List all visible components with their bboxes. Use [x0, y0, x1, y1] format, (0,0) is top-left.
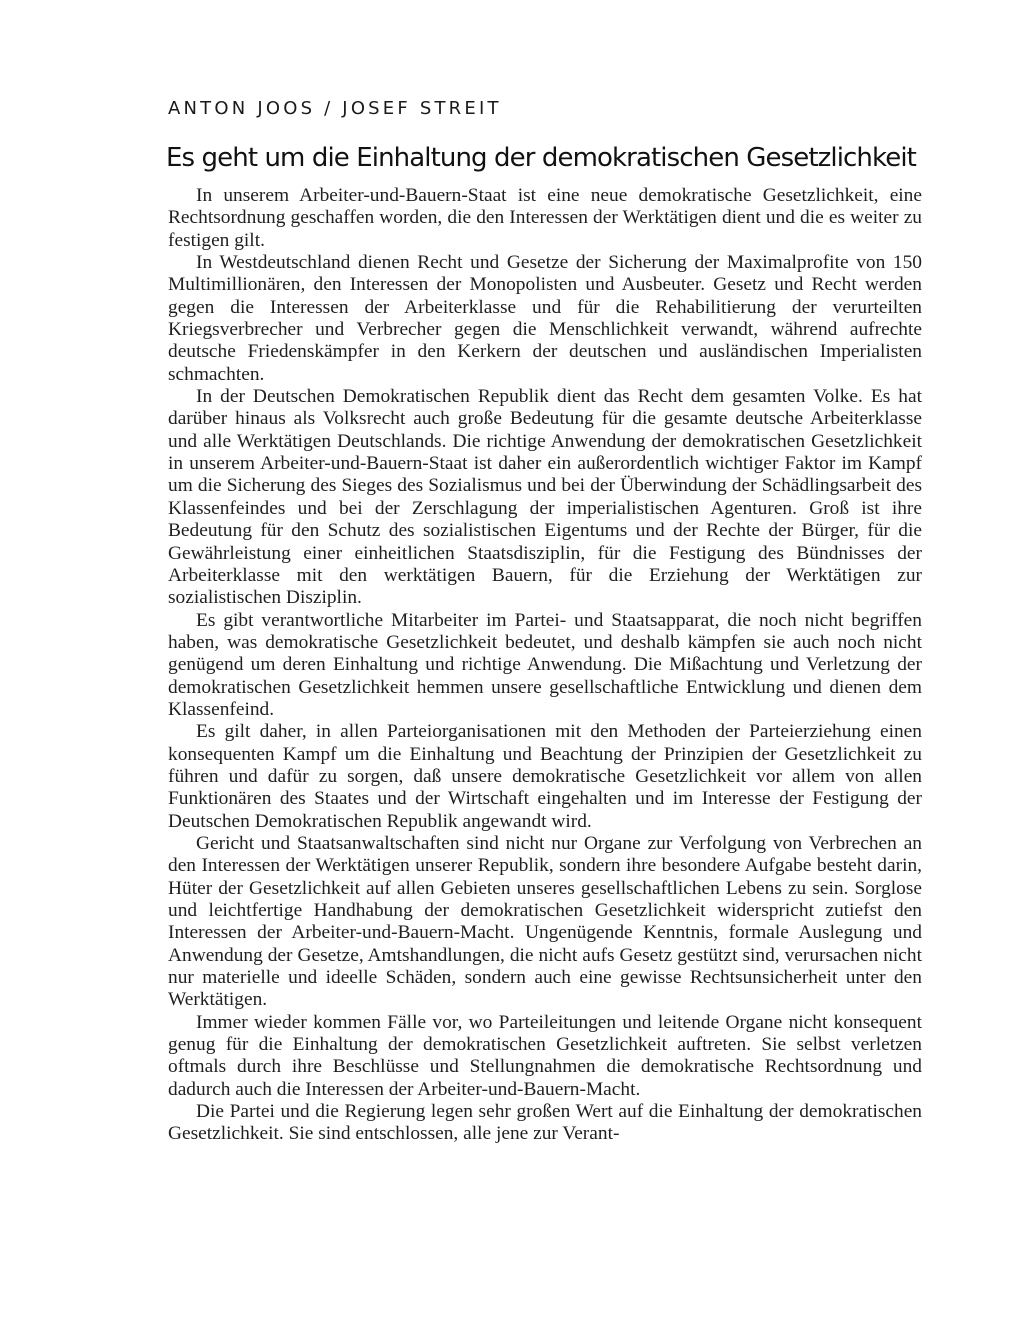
paragraph-7: Immer wieder kommen Fälle vor, wo Parteileitungen und leitende Organe nicht konsequent genug für die Einhaltung der demokratischen Gesetzlichkeit auftreten. Sie selbst verletzen oftmals durch ihre Beschlüsse und Stellungnahmen die demokratische Rechtsordnung und dadurch auch die Interessen der Arbeiter-und-Bauern-Macht.: [168, 1011, 922, 1100]
article-authors: ANTON JOOS / JOSEF STREIT: [168, 98, 502, 119]
paragraph-8: Die Partei und die Regierung legen sehr großen Wert auf die Einhaltung der demokratischen Gesetzlichkeit. Sie sind entschlossen, alle jene zur Verant-: [168, 1101, 922, 1145]
paragraph-3: In der Deutschen Demokratischen Republik dient das Recht dem gesamten Volke. Es hat darüber hinaus als Volksrecht auch große Bedeutung für die gesamte deutsche Arbeiterklasse und alle Werktätigen Deutschlands. Die richtige Anwendung der demokratischen Gesetzlichkeit in unserem Arbeiter-und-Bauern-Staat ist daher ein außerordentlich wichtiger Faktor im Kampf um die Sicherung des Sieges des Sozialismus und bei der Überwindung der Schädlingsarbeit des Klassenfeindes und bei der Zerschlagung der imperialistischen Agenturen. Groß ist ihre Bedeutung für den Schutz des sozialistischen Eigentums und der Rechte der Bürger, für die Gewährleistung einer einheitlichen Staatsdisziplin, für die Festigung des Bündnisses der Arbeiterklasse mit den werktätigen Bauern, für die Erziehung der Werktätigen zur sozialistischen Disziplin.: [168, 386, 922, 609]
article-body: [168, 185, 922, 1146]
paragraph-1: In unserem Arbeiter-und-Bauern-Staat ist eine neue demokratische Gesetzlichkeit, eine Rechtsordnung geschaffen worden, die den Interessen der Werktätigen dient und die es weiter zu festigen gilt.: [168, 185, 922, 251]
article-title: Es geht um die Einhaltung der demokratischen Gesetzlichkeit: [166, 143, 916, 173]
paragraph-4: Es gibt verantwortliche Mitarbeiter im Partei- und Staatsapparat, die noch nicht begriffen haben, was demokratische Gesetzlichkeit bedeutet, und deshalb kämpfen sie auch noch nicht genügend um deren Einhaltung und richtige Anwendung. Die Mißachtung und Verletzung der demokratischen Gesetzlichkeit hemmen unsere gesellschaftliche Entwicklung und dienen dem Klassenfeind.: [168, 609, 922, 720]
paragraph-5: Es gilt daher, in allen Parteiorganisationen mit den Methoden der Parteierziehung einen konsequenten Kampf um die Einhaltung und Beachtung der Prinzipien der Gesetzlichkeit zu führen und dafür zu sorgen, daß unsere demokratische Gesetzlichkeit vor allem von allen Funktionären des Staates und der Wirtschaft eingehalten und im Interesse der Festigung der Deutschen Demokratischen Republik angewandt wird.: [168, 721, 922, 832]
paragraph-6: Gericht und Staatsanwaltschaften sind nicht nur Organe zur Verfolgung von Verbrechen an den Interessen der Werktätigen unserer Republik, sondern ihre besondere Aufgabe besteht darin, Hüter der Gesetzlichkeit auf allen Gebieten unseres gesellschaftlichen Lebens zu sein. Sorglose und leichtfertige Handhabung der demokratischen Gesetzlichkeit widerspricht zutiefst den Interessen der Arbeiter-und-Bauern-Macht. Ungenügende Kenntnis, formale Auslegung und Anwendung der Gesetze, Amtshandlungen, die nicht aufs Gesetz gestützt sind, verursachen nicht nur materielle und ideelle Schäden, sondern auch eine gewisse Rechtsunsicherheit unter den Werktätigen.: [168, 832, 922, 1011]
paragraph-2: In Westdeutschland dienen Recht und Gesetze der Sicherung der Maximalprofite von 150 Multimillionären, den Interessen der Monopolisten und Ausbeuter. Gesetz und Recht werden gegen die Interessen der Arbeiterklasse und für die Rehabilitierung der verurteilten Kriegsverbrecher und Verbrecher gegen die Menschlichkeit verwandt, während aufrechte deutsche Friedenskämpfer in den Kerkern der deutschen und ausländischen Imperialisten schmachten.: [168, 252, 922, 385]
